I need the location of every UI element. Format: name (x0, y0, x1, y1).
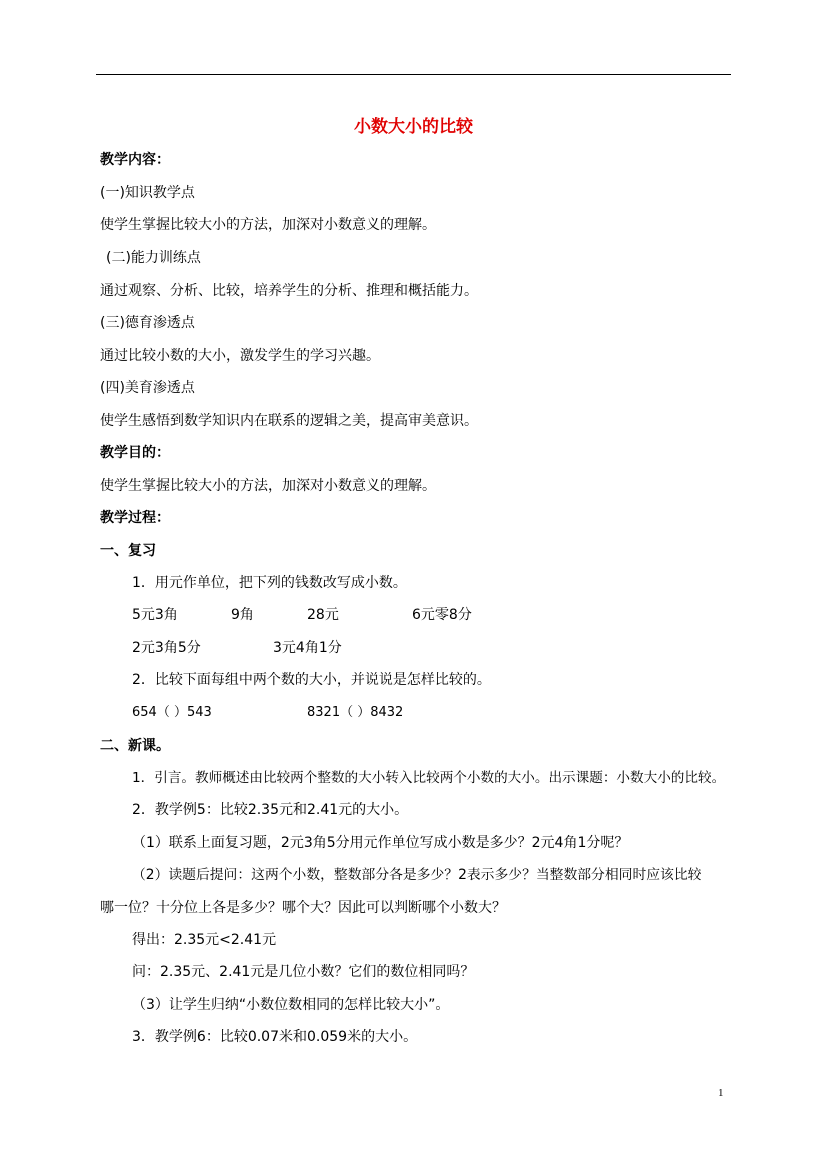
heading-content: 教学内容： (100, 152, 170, 168)
text-line: 使学生掌握比较大小的方法，加深对小数意义的理解。 (100, 217, 436, 233)
text-line: (一)知识教学点 (100, 185, 195, 201)
header-rule (96, 74, 731, 75)
heading-review: 一、复习 (100, 543, 156, 559)
text-line: 3．教学例6：比较0.07米和0.059米的大小。 (132, 1029, 418, 1045)
text-line: （1）联系上面复习题，2元3角5分用元作单位写成小数是多少？2元4角1分呢？ (132, 835, 629, 851)
text-line: 2．教学例5：比较2.35元和2.41元的大小。 (132, 802, 409, 818)
document-title: 小数大小的比较 (354, 117, 473, 137)
money-item: 6元零8分 (412, 607, 472, 623)
text-line: 得出：2.35元<2.41元 (132, 932, 277, 948)
money-item: 28元 (307, 607, 339, 623)
text-line: 哪一位？十分位上各是多少？哪个大？因此可以判断哪个小数大？ (100, 900, 506, 916)
text-line: 1．引言。教师概述由比较两个整数的大小转入比较两个小数的大小。出示课题：小数大小的比较。 (132, 770, 726, 786)
text-line: 使学生掌握比较大小的方法，加深对小数意义的理解。 (100, 478, 436, 494)
text-line: （3）让学生归纳“小数位数相同的怎样比较大小”。 (132, 997, 450, 1013)
money-item: 5元3角 (132, 607, 178, 623)
heading-purpose: 教学目的： (100, 445, 170, 461)
heading-process: 教学过程： (100, 510, 170, 526)
money-item: 9角 (231, 607, 254, 623)
money-item: 3元4角1分 (273, 640, 342, 656)
text-line: 通过观察、分析、比较，培养学生的分析、推理和概括能力。 (100, 283, 478, 299)
text-line: 2．比较下面每组中两个数的大小，并说说是怎样比较的。 (132, 672, 491, 688)
heading-new-lesson: 二、新课。 (100, 738, 170, 754)
text-line: 问：2.35元、2.41元是几位小数？它们的数位相同吗？ (132, 964, 475, 980)
text-line: (三)德育渗透点 (100, 315, 195, 331)
compare-item: 8321（ ）8432 (307, 705, 404, 720)
text-line: 1．用元作单位，把下列的钱数改写成小数。 (132, 575, 407, 591)
text-line: (二)能力训练点 (106, 250, 201, 266)
page-number: 1 (718, 1087, 724, 1099)
money-item: 2元3角5分 (132, 640, 201, 656)
text-line: 使学生感悟到数学知识内在联系的逻辑之美，提高审美意识。 (100, 413, 478, 429)
text-line: 通过比较小数的大小，激发学生的学习兴趣。 (100, 348, 380, 364)
compare-item: 654（ ）543 (132, 705, 212, 720)
text-line: (四)美育渗透点 (100, 380, 195, 396)
text-line: （2）读题后提问：这两个小数，整数部分各是多少？2表示多少？当整数部分相同时应该比较 (132, 867, 702, 883)
